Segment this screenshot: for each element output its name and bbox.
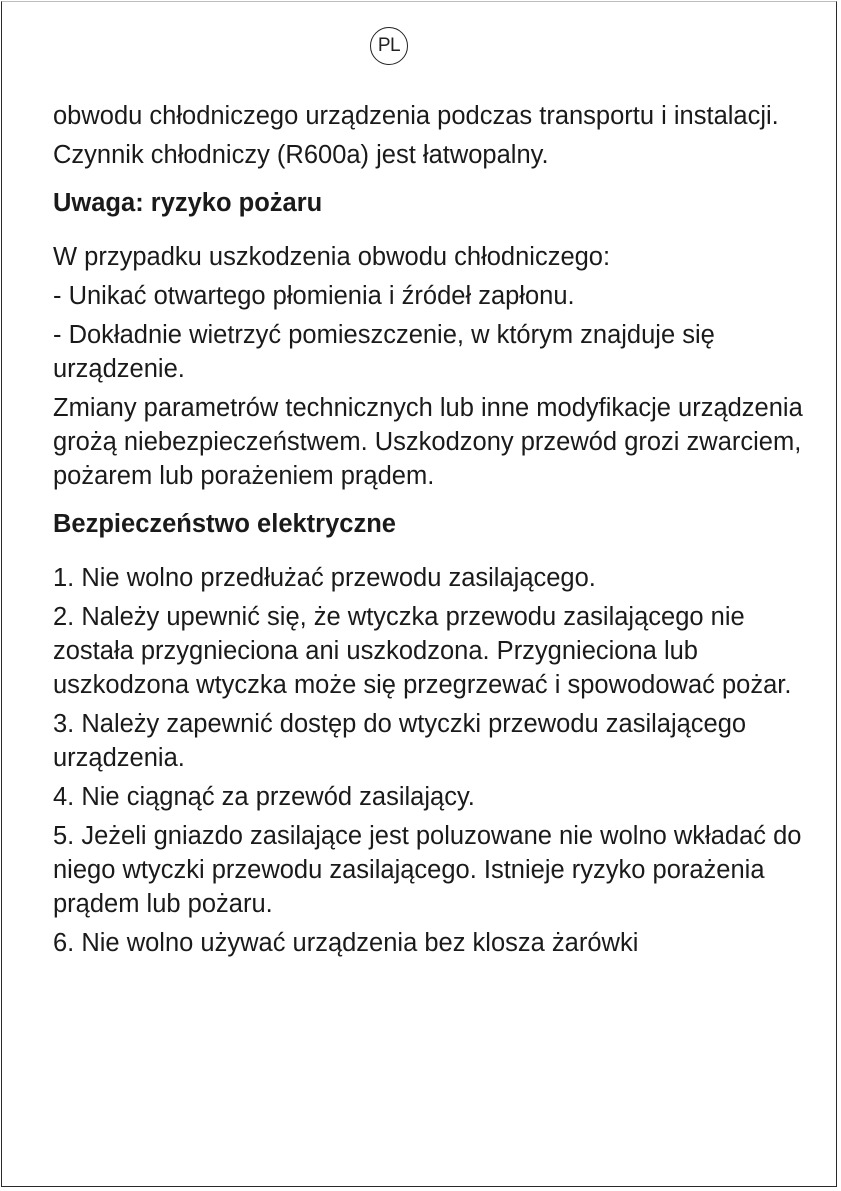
fire-item-ventilate: - Dokładnie wietrzyć pomieszczenie, w którym znajduje się urządzenie. — [53, 321, 715, 383]
fire-lead-text: W przypadku uszkodzenia obwodu chłodniczego: — [53, 243, 611, 271]
electrical-item-5: 5. Jeżeli gniazdo zasilające jest poluzowane nie wolno wkładać do niego wtyczki przewodu zasilającego. Istnieje ryzyko porażenia prądem lub pożaru. — [53, 822, 802, 918]
document-body — [53, 99, 813, 965]
language-badge: PL — [370, 27, 408, 65]
electrical-safety-heading: Bezpieczeństwo elektryczne — [53, 510, 396, 538]
refrigerant-note: Czynnik chłodniczy (R600a) jest łatwopalny. — [53, 141, 549, 169]
intro-paragraph: obwodu chłodniczego urządzenia podczas transportu i instalacji. — [53, 102, 779, 130]
fire-risk-heading: Uwaga: ryzyko pożaru — [53, 189, 323, 217]
electrical-item-2: 2. Należy upewnić się, że wtyczka przewodu zasilającego nie została przygnieciona ani uszkodzona. Przygnieciona lub uszkodzona wtyczka może się przegrzewać i spowodować pożar. — [53, 603, 792, 699]
electrical-item-4: 4. Nie ciągnąć za przewód zasilający. — [53, 783, 475, 811]
electrical-item-1: 1. Nie wolno przedłużać przewodu zasilającego. — [53, 564, 596, 592]
fire-item-flames: - Unikać otwartego płomienia i źródeł zapłonu. — [53, 282, 575, 310]
electrical-item-6: 6. Nie wolno używać urządzenia bez klosza żarówki — [53, 929, 639, 957]
modification-warning: Zmiany parametrów technicznych lub inne modyfikacje urządzenia grożą niebezpieczeństwem. Uszkodzony przewód grozi zwarciem, pożarem lub porażeniem prądem. — [53, 394, 803, 490]
electrical-item-3: 3. Należy zapewnić dostęp do wtyczki przewodu zasilającego urządzenia. — [53, 710, 747, 772]
